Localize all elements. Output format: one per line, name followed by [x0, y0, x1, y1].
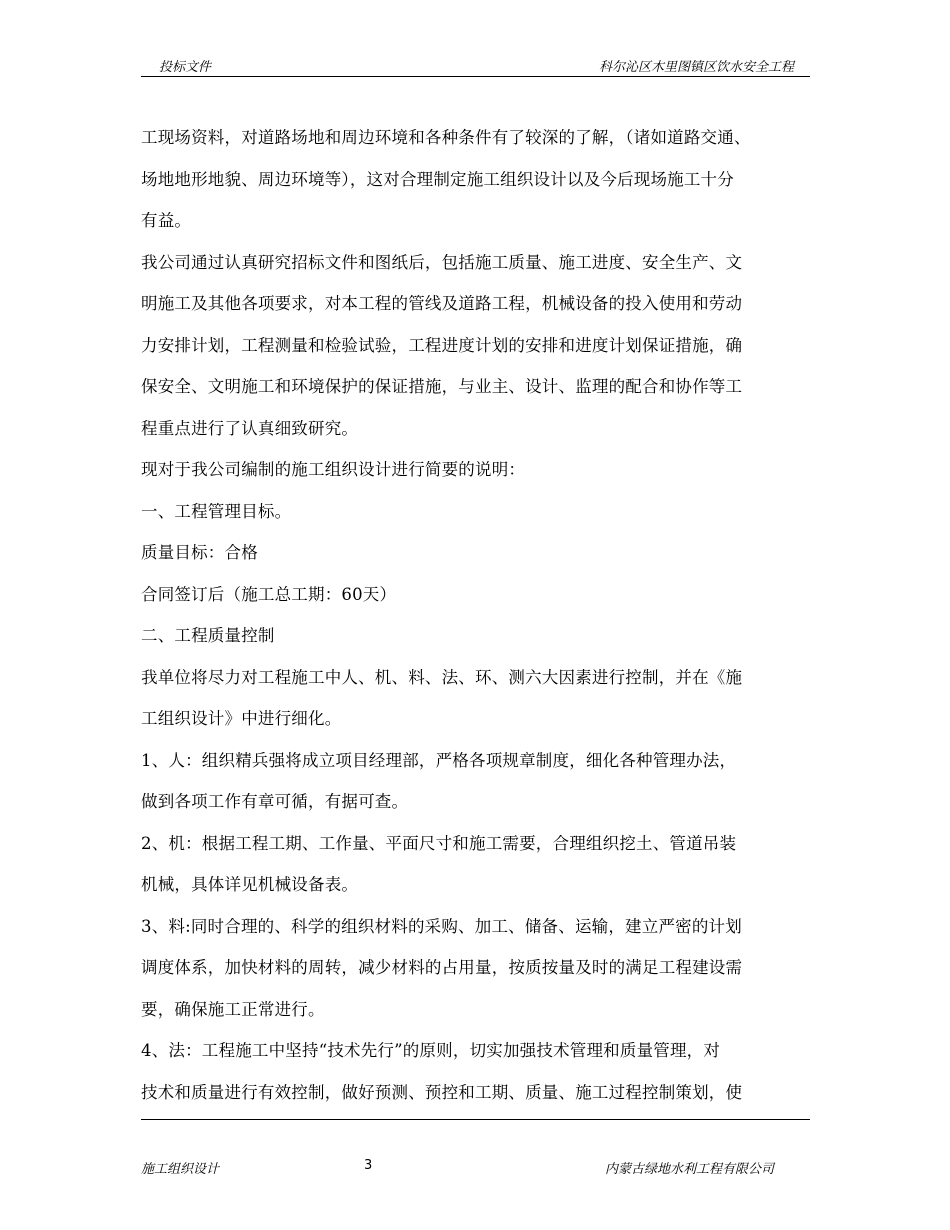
footer-divider [141, 1119, 810, 1120]
body-line: 2、机：根据工程工期、工作量、平面尺寸和施工需要，合理组织挖土、管道吊装 [141, 833, 737, 853]
body-line: 力安排计划，工程测量和检验试验，工程进度计划的安排和进度计划保证措施，确 [141, 335, 743, 355]
body-line: 明施工及其他各项要求，对本工程的管线及道路工程，机械设备的投入使用和劳动 [141, 294, 743, 313]
body-line: 1、人：组织精兵强将成立项目经理部，严格各项规章制度，细化各种管理办法， [141, 750, 737, 770]
body-line: 工组织设计》中进行细化。 [141, 709, 342, 728]
body-line: 现对于我公司编制的施工组织设计进行简要的说明： [141, 460, 526, 479]
body-line: 我单位将尽力对工程施工中人、机、料、法、环、测六大因素进行控制，并在《施 [141, 667, 743, 687]
body-line: 技术和质量进行有效控制，做好预测、预控和工期、质量、施工过程控制策划，使 [141, 1082, 743, 1102]
body-line: 保安全、文明施工和环境保护的保证措施，与业主、设计、监理的配合和协作等工 [141, 377, 743, 396]
body-line: 我公司通过认真研究招标文件和图纸后，包括施工质量、施工进度、安全生产、文 [141, 252, 743, 272]
section-heading: 一、工程管理目标。 [141, 501, 292, 521]
body-line: 做到各项工作有章可循，有据可查。 [141, 792, 409, 811]
footer-left-text: 施工组织设计 [141, 1162, 220, 1177]
page-number: 3 [364, 1158, 373, 1173]
header-right-text: 科尔沁区木里图镇区饮水安全工程 [598, 60, 794, 75]
body-line: 调度体系，加快材料的周转，减少材料的占用量，按质按量及时的满足工程建设需 [141, 958, 743, 977]
header-left-text: 投标文件 [159, 60, 212, 75]
body-line: 工现场资料，对道路场地和周边环境和各种条件有了较深的了解，（诸如道路交通、 [141, 128, 751, 147]
body-line: 要，确保施工正常进行。 [141, 999, 325, 1019]
body-line: 机械，具体详见机械设备表。 [141, 875, 359, 894]
body-line: 有益。 [141, 211, 192, 230]
body-line: 合同签订后（施工总工期：60天） [141, 584, 397, 604]
section-heading: 二、工程质量控制 [141, 626, 275, 645]
body-line: 场地地形地貌、周边环境等），这对合理制定施工组织设计以及今后现场施工十分 [141, 169, 734, 189]
body-line: 4、法：工程施工中坚持“技术先行”的原则，切实加强技术管理和质量管理，对 [141, 1041, 721, 1060]
body-line: 3、料:同时合理的、科学的组织材料的采购、加工、储备、运输，建立严密的计划 [141, 916, 742, 936]
footer-right-text: 内蒙古绿地水利工程有限公司 [605, 1162, 775, 1177]
document-body [141, 117, 813, 1113]
body-line: 质量目标：合格 [141, 543, 258, 562]
page-header [141, 52, 810, 77]
body-line: 程重点进行了认真细致研究。 [141, 418, 359, 438]
